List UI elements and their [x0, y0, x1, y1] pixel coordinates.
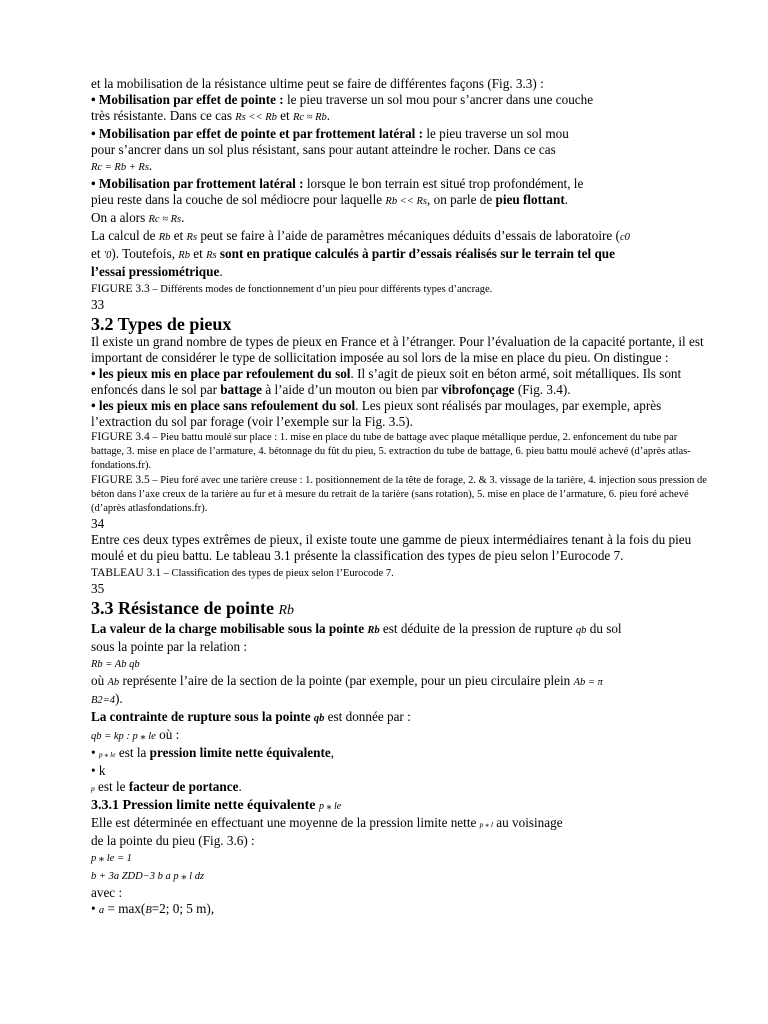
mode-point-title: • Mobilisation par effet de pointe :: [91, 92, 284, 107]
mode-point-bearing: • Mobilisation par effet de pointe : le pieu traverse un sol mou pour s’ancrer dans une couche très résistante. Dans ce cas Rs << Rb et Rc ≈ Rb.: [91, 92, 594, 123]
rupture-stress-text: La contrainte de rupture sous la pointe qb est donnée par :: [91, 709, 411, 724]
section-3-3-intro: La valeur de la charge mobilisable sous la pointe Rb est déduite de la pression de rupture qb du sol sous la pointe par la relation :: [91, 621, 622, 654]
section-3-2-heading: 3.2 Types de pieux: [91, 314, 232, 334]
figure-3-3-caption: FIGURE 3.3 – Différents modes de fonctionnement d’un pieu pour différents types d’ancrage.: [91, 283, 493, 295]
mode-point-friction-title: • Mobilisation par effet de pointe et par frottement latéral :: [91, 126, 424, 141]
page-number-33: 33: [91, 297, 105, 312]
bullet-facteur-portance: p est le facteur de portance.: [91, 779, 242, 794]
figure-3-5-caption: FIGURE 3.5 – Pieu foré avec une tarière creuse : 1. positionnement de la tête de forage, 2. & 3. vissage de la tarière, 4. injection sous pression de béton dans l’axe creux de la tarière au fur et à mesure du retrait de la tarière (sans rotation), 5. mise en place de l’armature, 6. pieu foré achevé (d’après atlasfondations.fr).: [91, 474, 707, 514]
page-number-35: 35: [91, 581, 105, 596]
equation-qb: qb = kp : p ⁎ le où :: [91, 727, 180, 742]
bullet-pression-limite: • p ⁎ le est la pression limite nette équivalente,: [91, 745, 335, 760]
table-3-1-caption: TABLEAU 3.1 – Classification des types de pieux selon l’Eurocode 7.: [91, 567, 394, 579]
equation-ple-1: p ⁎ le = 1: [91, 853, 132, 864]
calc-paragraph: La calcul de Rb et Rs peut se faire à l’aide de paramètres mécaniques déduits d’essais de laboratoire (c0 et '0). Toutefois, Rb et Rs sont en pratique calculés à partir d’essais réalisés sur le terrain tel que l’essai pressiométrique.: [91, 228, 630, 279]
bullet-k: • k: [91, 763, 106, 778]
bullet-sans-refoulement: • les pieux mis en place sans refoulement du sol. Les pieux sont réalisés par moulages, par exemple, après l’extraction du sol par forage (voir l’exemple sur la Fig. 3.5).: [91, 398, 662, 429]
section-3-3-1-heading: 3.3.1 Pression limite nette équivalente p ⁎ le: [91, 798, 342, 813]
figure-3-4-caption: FIGURE 3.4 – Pieu battu moulé sur place : 1. mise en place du tube de battage avec plaque métallique perdue, 2. enfoncement du tube par battage, 3. mise en place de l’armature, 4. bétonnage du fût du pieu, 5. extraction du tube de battage, 6. pieu battu moulé achevé (d’après atlas-fondations.fr).: [91, 431, 691, 471]
avec-label: avec :: [91, 885, 123, 900]
page-number-34: 34: [91, 516, 105, 531]
bullet-refoulement: • les pieux mis en place par refoulement du sol. Il s’agit de pieux soit en béton armé, soit métalliques. Ils sont enfoncés dans le sol par battage à l’aide d’un mouton ou bien par vibrofonçage (Fig. 3.4).: [91, 366, 682, 397]
mode-friction-title: • Mobilisation par frottement latéral :: [91, 176, 304, 191]
equation-rb: Rb = Ab qb: [91, 659, 140, 670]
intro-line: et la mobilisation de la résistance ultime peut se faire de différentes façons (Fig. 3.3) :: [91, 76, 544, 91]
equation-ple-2: b + 3a ZDD−3 b a p ⁎ l dz: [91, 871, 205, 882]
mode-point-and-friction: • Mobilisation par effet de pointe et par frottement latéral : le pieu traverse un sol mou pour s’ancrer dans un sol plus résistant, sans pour autant atteindre le rocher. Dans ce cas Rc = Rb + Rs.: [91, 126, 569, 173]
section-3-3-1-text: Elle est déterminée en effectuant une moyenne de la pression limite nette p ⁎ l au voisinage de la pointe du pieu (Fig. 3.6) :: [91, 815, 563, 848]
bullet-a-definition: • a = max(B=2; 0; 5 m),: [91, 901, 215, 916]
between-paragraph: Entre ces deux types extrêmes de pieux, il existe toute une gamme de pieux intermédiaires tenant à la fois du pieu moulé et du pieu battu. Le tableau 3.1 présente la classification des types de pieu selon l’Eurocode 7.: [91, 532, 692, 563]
section-3-2-intro: Il existe un grand nombre de types de pieux en France et à l’étranger. Pour l’évaluation de la capacité portante, il est important de considérer le type de sollicitation imposée au sol lors de la mise en place du pieu. On distingue :: [91, 334, 704, 365]
mode-friction: • Mobilisation par frottement latéral : lorsque le bon terrain est situé trop profondément, le pieu reste dans la couche de sol médiocre pour laquelle Rb << Rs, on parle de pieu flottant. On a alors Rc ≈ Rs.: [91, 176, 584, 225]
section-3-3-heading: 3.3 Résistance de pointe Rb: [91, 598, 295, 618]
section-area-text: où Ab représente l’aire de la section de la pointe (par exemple, pour un pieu circulaire plein Ab = π B2=4).: [91, 673, 603, 706]
